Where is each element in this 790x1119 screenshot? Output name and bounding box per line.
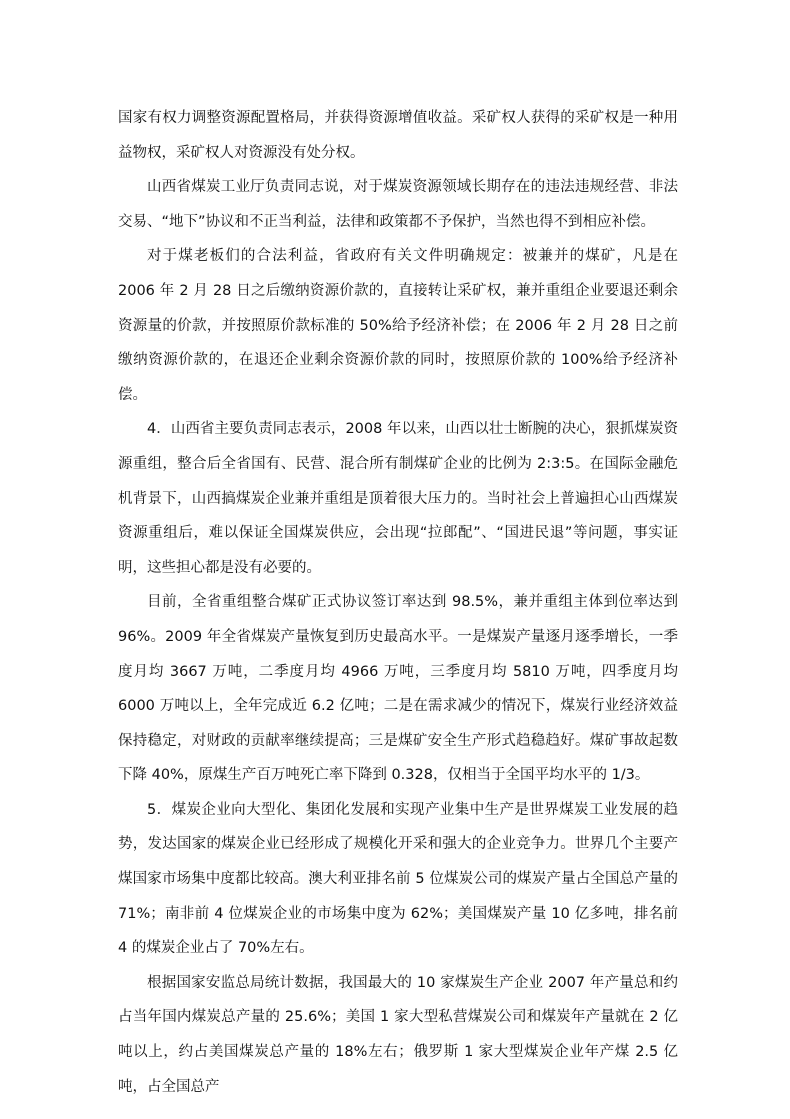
paragraph: 5．煤炭企业向大型化、集团化发展和实现产业集中生产是世界煤炭工业发展的趋势，发达国家的煤炭企业已经形成了规模化开采和强大的企业竞争力。世界几个主要产煤国家市场集中度都比较高。澳大利亚排名前 5 位煤炭公司的煤炭产量占全国总产量的 71%；南非前 4 位煤炭企业的市场集中度为 62%；美国煤炭产量 10 亿多吨，排名前 4 的煤炭企业占了 70%左右。 (118, 801, 678, 957)
paragraph: 对于煤老板们的合法利益，省政府有关文件明确规定：被兼并的煤矿，凡是在 2006 年 2 月 28 日之后缴纳资源价款的，直接转让采矿权，兼并重组企业要退还剩余资源量的价款，并按照原价款标准的 50%给予经济补偿；在 2006 年 2 月 28 日之前缴纳资源价款的，在退还企业剩余资源价款的同时，按照原价款的 100%给予经济补偿。 (118, 248, 678, 403)
paragraph: 根据国家安监总局统计数据，我国最大的 10 家煤炭生产企业 2007 年产量总和约占当年国内煤炭总产量的 25.6%；美国 1 家大型私营煤炭公司和煤炭年产量就在 2 亿吨以上，约占美国煤炭总产量的 18%左右；俄罗斯 1 家大型煤炭企业年产煤 2.5 亿吨，占全国总产 (118, 974, 678, 1095)
paragraph-continuation: 国家有权力调整资源配置格局，并获得资源增值收益。采矿权人获得的采矿权是一种用益物权，采矿权人对资源没有处分权。 (118, 110, 678, 161)
paragraph: 4．山西省主要负责同志表示，2008 年以来，山西以壮士断腕的决心，狠抓煤炭资源重组，整合后全省国有、民营、混合所有制煤矿企业的比例为 2:3:5。在国际金融危机背景下，山西搞煤炭企业兼并重组是顶着很大压力的。当时社会上普遍担心山西煤炭资源重组后，难以保证全国煤炭供应，会出现“拉郎配”、“国进民退”等问题，事实证明，这些担心都是没有必要的。 (118, 421, 678, 576)
paragraph: 山西省煤炭工业厅负责同志说，对于煤炭资源领域长期存在的违法违规经营、非法交易、“地下”协议和不正当利益，法律和政策都不予保护，当然也得不到相应补偿。 (118, 179, 678, 230)
paragraph: 目前，全省重组整合煤矿正式协议签订率达到 98.5%，兼并重组主体到位率达到 96%。2009 年全省煤炭产量恢复到历史最高水平。一是煤炭产量逐月逐季增长，一季度月均 3667 万吨，二季度月均 4966 万吨，三季度月均 5810 万吨，四季度月均 6000 万吨以上，全年完成近 6.2 亿吨；二是在需求减少的情况下，煤炭行业经济效益保持稳定，对财政的贡献率继续提高；三是煤矿安全生产形式趋稳趋好。煤矿事故起数下降 40%，原煤生产百万吨死亡率下降到 0.328，仅相当于全国平均水平的 1/3。 (118, 594, 678, 784)
body-text (118, 101, 678, 1104)
